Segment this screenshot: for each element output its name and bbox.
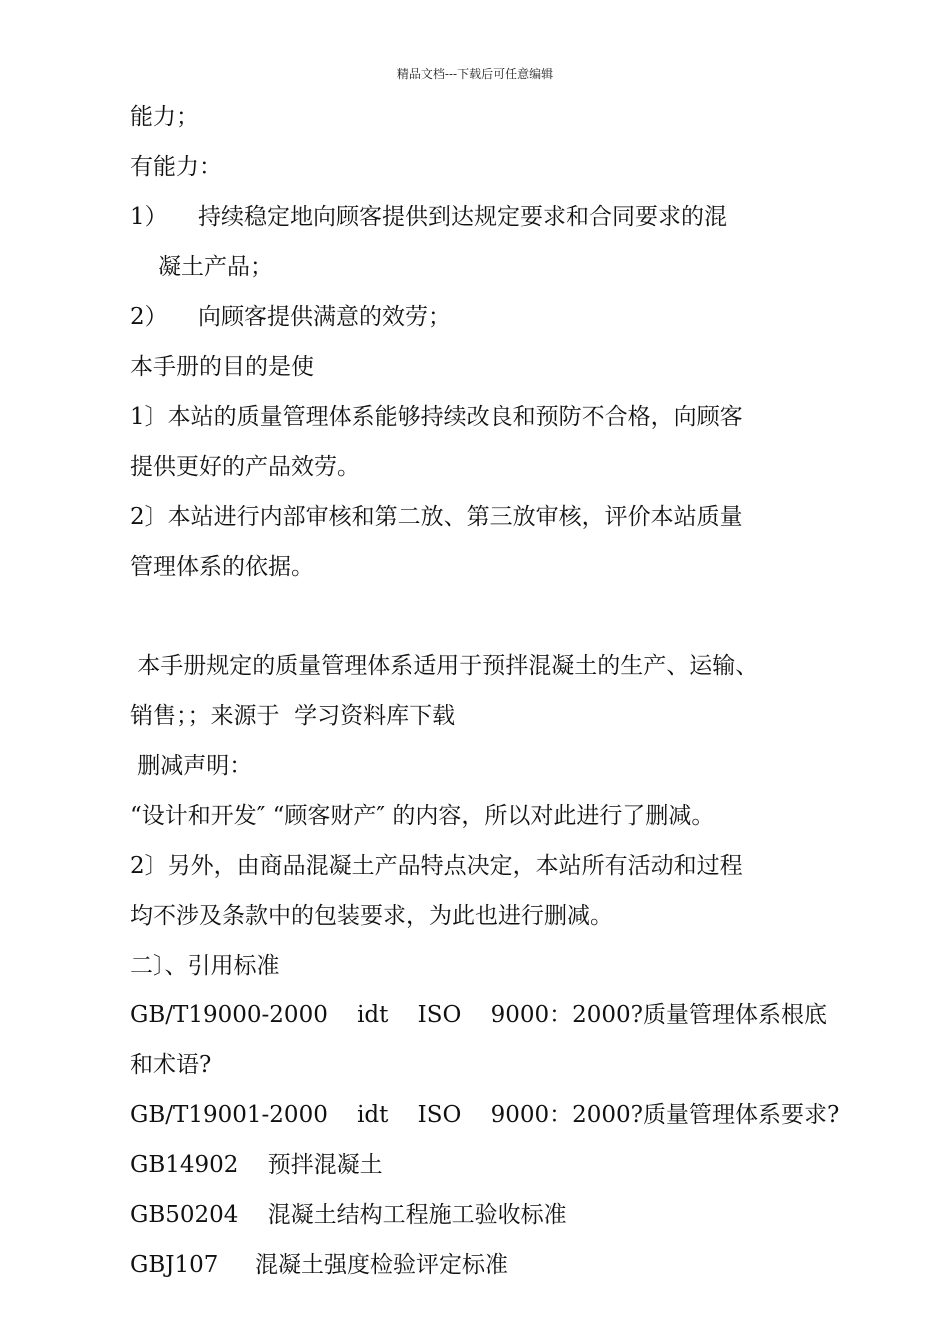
text-line: 1〕本站的质量管理体系能够持续改良和预防不合格，向顾客 (130, 404, 743, 430)
text-line: 删减声明： (130, 753, 253, 779)
text-line: 能力； (130, 104, 199, 130)
text-line: 有能力： (130, 154, 222, 180)
list-text: 向顾客提供满意的效劳； (198, 304, 451, 330)
list-item (130, 202, 727, 232)
text-line: 和术语? (130, 1052, 212, 1078)
text-line: GB/T19000-2000 idt ISO 9000：2000?质量管理体系根底 (130, 1002, 827, 1028)
text-line: 凝土产品； (158, 254, 273, 280)
text-line: 2〕另外，由商品混凝土产品特点决定，本站所有活动和过程 (130, 853, 743, 879)
text-line: 提供更好的产品效劳。 (130, 454, 360, 480)
list-number: 2） (130, 304, 168, 330)
text-line: 本手册规定的质量管理体系适用于预拌混凝土的生产、运输、 (130, 653, 759, 679)
page-header: 精品文档---下载后可任意编辑 (396, 67, 554, 81)
list-item (130, 302, 451, 332)
text-line: “设计和开发″ “顾客财产″ 的内容，所以对此进行了删减。 (130, 803, 715, 829)
text-line: GB50204 混凝土结构工程施工验收标准 (130, 1202, 567, 1228)
text-line: 本手册的目的是使 (130, 354, 314, 380)
text-line: 均不涉及条款中的包装要求，为此也进行删减。 (130, 903, 613, 929)
text-line: GBJ107 混凝土强度检验评定标准 (130, 1252, 508, 1278)
list-text: 持续稳定地向顾客提供到达规定要求和合同要求的混 (198, 204, 727, 230)
text-line: 销售；；来源于 学习资料库下载 (130, 703, 456, 729)
text-line: GB14902 预拌混凝土 (130, 1152, 383, 1178)
text-line: 管理体系的依据。 (130, 554, 314, 580)
list-number: 1） (130, 204, 168, 230)
text-line: 2〕本站进行内部审核和第二放、第三放审核，评价本站质量 (130, 504, 743, 530)
text-line: GB/T19001-2000 idt ISO 9000：2000?质量管理体系要求? (130, 1102, 840, 1128)
section-heading: 二〕、引用标准 (130, 953, 280, 979)
